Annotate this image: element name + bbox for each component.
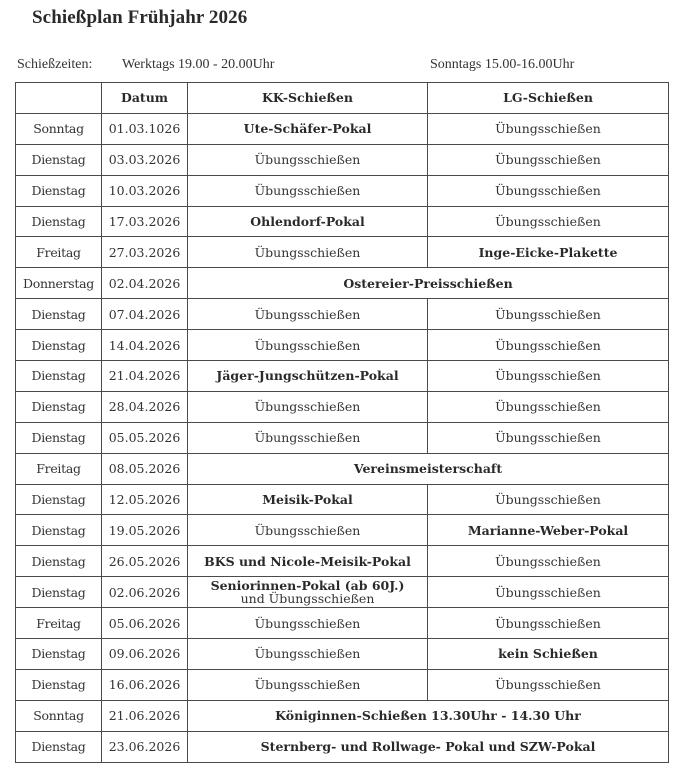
header-day (16, 83, 102, 114)
cell-kk: Übungsschießen (188, 330, 428, 361)
cell-date: 19.05.2026 (102, 515, 188, 546)
sunday-times: Sonntags 15.00-16.00Uhr (430, 57, 575, 72)
cell-day: Dienstag (16, 546, 102, 577)
table-row (16, 731, 669, 762)
table-row (16, 484, 669, 515)
cell-kk: Meisik-Pokal (188, 484, 428, 515)
cell-day: Dienstag (16, 422, 102, 453)
cell-kk-line1: Seniorinnen-Pokal (ab 60J.) (210, 577, 405, 593)
schedule-body (16, 113, 669, 762)
table-row (16, 391, 669, 422)
table-row (16, 206, 669, 237)
cell-lg: Übungsschießen (428, 608, 669, 639)
cell-day: Dienstag (16, 577, 102, 608)
table-row (16, 175, 669, 206)
cell-day: Dienstag (16, 515, 102, 546)
weekday-times: Werktags 19.00 - 20.00Uhr (122, 57, 275, 72)
cell-kk (188, 577, 428, 608)
cell-day: Dienstag (16, 175, 102, 206)
header-lg: LG-Schießen (428, 83, 669, 114)
cell-lg: Übungsschießen (428, 299, 669, 330)
cell-kk: Jäger-Jungschützen-Pokal (188, 361, 428, 392)
cell-kk: Übungsschießen (188, 515, 428, 546)
cell-date: 08.05.2026 (102, 453, 188, 484)
cell-lg: Übungsschießen (428, 330, 669, 361)
cell-lg: Übungsschießen (428, 577, 669, 608)
cell-lg: Übungsschießen (428, 546, 669, 577)
cell-day: Freitag (16, 608, 102, 639)
cell-date: 16.06.2026 (102, 669, 188, 700)
table-row (16, 639, 669, 670)
cell-day: Dienstag (16, 639, 102, 670)
table-row (16, 577, 669, 608)
cell-date: 10.03.2026 (102, 175, 188, 206)
cell-lg: Übungsschießen (428, 484, 669, 515)
cell-day: Dienstag (16, 731, 102, 762)
cell-day: Sonntag (16, 700, 102, 731)
cell-date: 12.05.2026 (102, 484, 188, 515)
table-row (16, 299, 669, 330)
cell-kk: Übungsschießen (188, 608, 428, 639)
cell-day: Freitag (16, 237, 102, 268)
cell-kk: Übungsschießen (188, 237, 428, 268)
table-row (16, 361, 669, 392)
cell-lg: Übungsschießen (428, 175, 669, 206)
cell-date: 17.03.2026 (102, 206, 188, 237)
cell-date: 09.06.2026 (102, 639, 188, 670)
header-date: Datum (102, 83, 188, 114)
cell-kk: Übungsschießen (188, 669, 428, 700)
cell-date: 01.03.1026 (102, 113, 188, 144)
schedule-table (15, 82, 669, 763)
cell-event-merged: Ostereier-Preisschießen (188, 268, 669, 299)
cell-day: Dienstag (16, 299, 102, 330)
cell-date: 02.04.2026 (102, 268, 188, 299)
table-row (16, 237, 669, 268)
cell-date: 23.06.2026 (102, 731, 188, 762)
cell-date: 07.04.2026 (102, 299, 188, 330)
cell-lg: Marianne-Weber-Pokal (428, 515, 669, 546)
table-row (16, 144, 669, 175)
page-title: Schießplan Frühjahr 2026 (32, 7, 248, 28)
cell-date: 02.06.2026 (102, 577, 188, 608)
table-row (16, 330, 669, 361)
table-row (16, 546, 669, 577)
table-header-row (16, 83, 669, 114)
cell-kk: Ute-Schäfer-Pokal (188, 113, 428, 144)
cell-date: 14.04.2026 (102, 330, 188, 361)
cell-date: 03.03.2026 (102, 144, 188, 175)
cell-kk: Übungsschießen (188, 144, 428, 175)
cell-day: Dienstag (16, 144, 102, 175)
shooting-times (0, 57, 677, 75)
cell-event-merged: Königinnen-Schießen 13.30Uhr - 14.30 Uhr (188, 700, 669, 731)
cell-event-merged: Vereinsmeisterschaft (188, 453, 669, 484)
cell-kk: Ohlendorf-Pokal (188, 206, 428, 237)
cell-day: Dienstag (16, 206, 102, 237)
cell-event-merged: Sternberg- und Rollwage- Pokal und SZW-Pokal (188, 731, 669, 762)
cell-kk-line2: und Übungsschießen (240, 590, 375, 606)
shooting-times-label: Schießzeiten: (17, 57, 93, 72)
cell-date: 26.05.2026 (102, 546, 188, 577)
cell-lg: Übungsschießen (428, 206, 669, 237)
cell-date: 05.06.2026 (102, 608, 188, 639)
cell-date: 28.04.2026 (102, 391, 188, 422)
cell-kk: Übungsschießen (188, 299, 428, 330)
cell-lg: Übungsschießen (428, 422, 669, 453)
cell-kk: Übungsschießen (188, 422, 428, 453)
table-row (16, 700, 669, 731)
cell-kk: Übungsschießen (188, 391, 428, 422)
cell-date: 21.04.2026 (102, 361, 188, 392)
table-row (16, 268, 669, 299)
cell-day: Sonntag (16, 113, 102, 144)
cell-day: Dienstag (16, 669, 102, 700)
cell-date: 21.06.2026 (102, 700, 188, 731)
cell-date: 27.03.2026 (102, 237, 188, 268)
table-row (16, 608, 669, 639)
cell-day: Dienstag (16, 330, 102, 361)
cell-day: Freitag (16, 453, 102, 484)
cell-kk: BKS und Nicole-Meisik-Pokal (188, 546, 428, 577)
cell-day: Donnerstag (16, 268, 102, 299)
table-row (16, 453, 669, 484)
cell-date: 05.05.2026 (102, 422, 188, 453)
cell-kk-text (211, 579, 405, 605)
cell-kk: Übungsschießen (188, 639, 428, 670)
cell-lg: Übungsschießen (428, 391, 669, 422)
cell-lg: Übungsschießen (428, 113, 669, 144)
table-row (16, 422, 669, 453)
cell-lg: Übungsschießen (428, 669, 669, 700)
cell-lg: Inge-Eicke-Plakette (428, 237, 669, 268)
cell-kk: Übungsschießen (188, 175, 428, 206)
header-kk: KK-Schießen (188, 83, 428, 114)
cell-day: Dienstag (16, 361, 102, 392)
cell-lg: Übungsschießen (428, 361, 669, 392)
cell-lg: kein Schießen (428, 639, 669, 670)
table-row (16, 113, 669, 144)
table-row (16, 515, 669, 546)
cell-lg: Übungsschießen (428, 144, 669, 175)
cell-day: Dienstag (16, 391, 102, 422)
table-row (16, 669, 669, 700)
cell-day: Dienstag (16, 484, 102, 515)
